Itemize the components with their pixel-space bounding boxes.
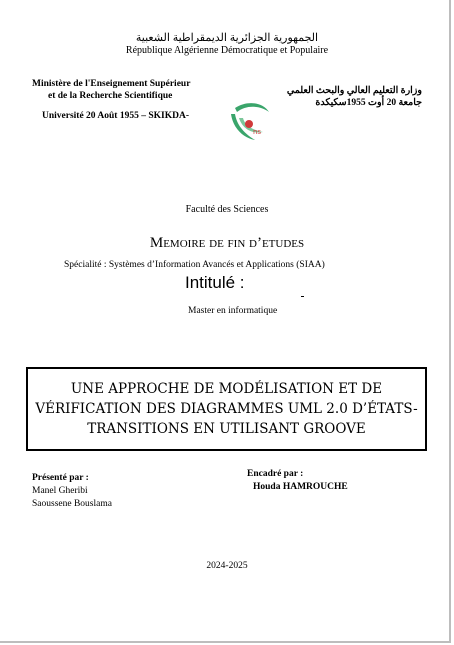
supervisor-name: Houda HAMROUCHE [253, 482, 348, 492]
student-name-2: Saoussene Bouslama [32, 499, 112, 509]
university-name: Université 20 Août 1955 – SKIKDA- [42, 111, 189, 121]
supervised-by-label: Encadré par : [247, 469, 304, 479]
svg-text:ns: ns [253, 128, 262, 136]
arabic-republic-heading: الجمهورية الجزائرية الديمقراطية الشعبية [135, 32, 319, 44]
ministry-arabic: وزارة التعليم العالي والبحث العلمي [286, 86, 422, 96]
ministry-line-1: Ministère de l'Enseignement Supérieur [32, 79, 191, 89]
degree-text: Master en informatique [188, 306, 278, 316]
academic-year: 2024-2025 [206, 561, 248, 571]
thesis-title-box [26, 367, 427, 451]
ministry-line-2: et de la Recherche Scientifique [48, 91, 173, 101]
specialite-text: Spécialité : Systèmes d’Information Avancés et Applications (SIAA) [64, 260, 325, 270]
thesis-title: UNE APPROCHE DE MODÉLISATION ET DE VÉRIFICATION DES DIAGRAMMES UML 2.0 D’ÉTATS-TRANSITIONS EN UTILISANT GROOVE [35, 381, 418, 437]
stray-mark [301, 296, 304, 297]
student-name-1: Manel Gheribi [32, 486, 88, 496]
presented-by-label: Présenté par : [32, 473, 89, 483]
faculty-name: Faculté des Sciences [185, 204, 269, 215]
university-logo [225, 100, 273, 144]
memoire-heading: Memoire de fin d’etudes [149, 235, 305, 251]
intitule-label: Intitulé : [185, 273, 245, 292]
french-republic-heading: République Algérienne Démocratique et Populaire [125, 45, 329, 56]
university-arabic: جامعة 20 أوت 1955سكيكدة [315, 98, 422, 108]
